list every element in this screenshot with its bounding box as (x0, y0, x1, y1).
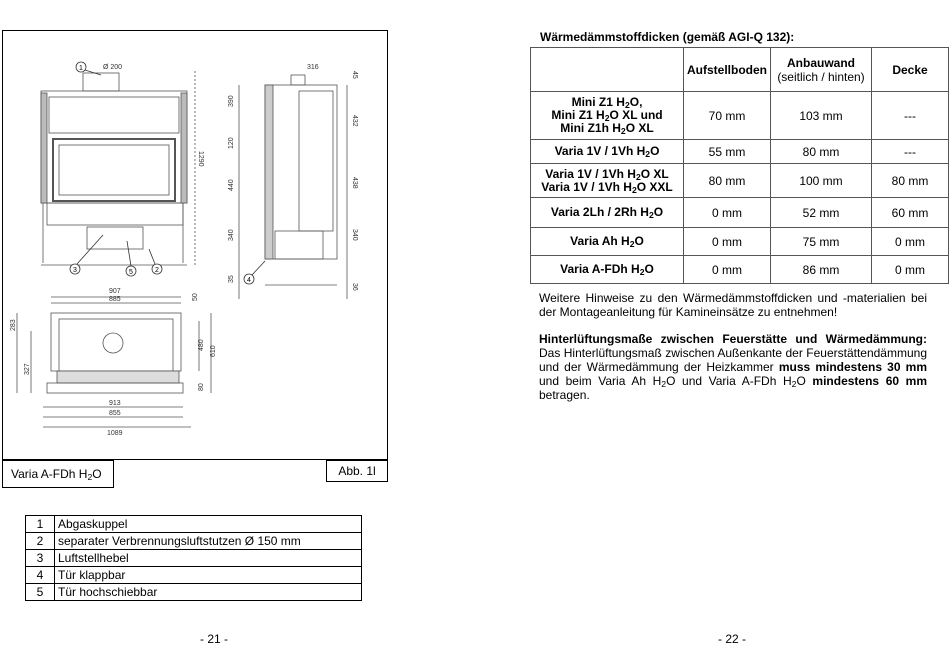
dim-label: 340 (351, 229, 358, 241)
ventilation-paragraph: Hinterlüftungsmaße zwischen Feuerstätte und Wärmedämmung: Das Hinterlüftungsmaß zwischen Außenkante der Feuerstättendämmung und der Wärmedämmung der Heizkammer muss mindestens 30 mm und beim Varia Ah $H_2O$ und Varia A-FDh $H_2O$ mindestens 60 mm betragen. (539, 332, 928, 402)
value-cell: 0 mm (684, 198, 771, 228)
value-cell: 80 mm (872, 164, 949, 198)
dim-label: 438 (351, 177, 358, 189)
top-dimension-labels (10, 288, 217, 437)
dim-label: 913 (109, 400, 121, 407)
insulation-row (531, 92, 949, 140)
legend-text: Abgaskuppel (55, 516, 362, 533)
dim-label: 80 (198, 383, 205, 391)
dim-label: 316 (307, 64, 319, 71)
insulation-table (530, 47, 949, 284)
dim-label: 390 (228, 95, 235, 107)
insulation-row (531, 198, 949, 228)
dim-label: 480 (198, 339, 205, 351)
side-dimension-labels (228, 64, 358, 291)
value-cell: 86 mm (771, 256, 872, 284)
legend-row (26, 584, 362, 601)
legend-number: 1 (26, 516, 55, 533)
callout-number: 1 (79, 65, 83, 72)
model-name-line: Varia 2Lh / 2Rh $H_2O$ (550, 205, 664, 221)
legend-text: Tür klappbar (55, 567, 362, 584)
value-cell: 80 mm (684, 164, 771, 198)
model-name-cell (531, 92, 684, 140)
dim-label: 50 (192, 293, 199, 301)
legend-text: Luftstellhebel (55, 550, 362, 567)
front-view (41, 71, 195, 267)
top-view (17, 297, 211, 427)
model-name-line: Varia 1V / 1Vh $H_2O$ XXL (541, 179, 673, 195)
dim-label: 885 (109, 296, 121, 303)
value-cell: 0 mm (684, 228, 771, 256)
model-name-cell (531, 140, 684, 164)
legend-table (25, 515, 362, 601)
value-cell: --- (872, 92, 949, 140)
legend-number: 2 (26, 533, 55, 550)
model-name-cell (531, 228, 684, 256)
legend-row (26, 567, 362, 584)
callout-number: 2 (155, 267, 159, 274)
value-cell: 103 mm (771, 92, 872, 140)
insulation-row (531, 140, 949, 164)
page-number-left: - 21 - (200, 632, 229, 646)
value-cell: 60 mm (872, 198, 949, 228)
callout-number: 3 (73, 267, 77, 274)
header-anbauwand: Anbauwand (seitlich / hinten) (771, 48, 872, 92)
value-cell: 80 mm (771, 140, 872, 164)
value-cell: 70 mm (684, 92, 771, 140)
front-callouts (70, 62, 162, 276)
legend-row (26, 550, 362, 567)
dim-label: 440 (228, 179, 235, 191)
model-name-line: Mini Z1h $H_2O$ XL (560, 121, 654, 137)
value-cell: 52 mm (771, 198, 872, 228)
value-cell: 0 mm (872, 256, 949, 284)
legend-row (26, 516, 362, 533)
model-name-line: Varia 1V / 1Vh $H_2O$ XL (545, 166, 669, 182)
legend-row (26, 533, 362, 550)
technical-drawing-frame (2, 30, 388, 460)
dim-label: 1089 (107, 430, 123, 437)
value-cell: 55 mm (684, 140, 771, 164)
dim-label: 907 (109, 288, 121, 295)
model-name-line: Varia Ah $H_2O$ (570, 234, 644, 250)
model-name-cell (531, 198, 684, 228)
insulation-row (531, 256, 949, 284)
legend-text: separater Verbrennungsluftstutzen Ø 150 mm (55, 533, 362, 550)
insulation-row (531, 228, 949, 256)
model-name-line: Mini Z1 $H_2O$ XL und (551, 108, 663, 124)
dim-label: 340 (228, 229, 235, 241)
legend-number: 5 (26, 584, 55, 601)
figure-caption: Abb. 1l (326, 460, 388, 482)
header-decke: Decke (872, 48, 949, 92)
technical-drawing (3, 31, 387, 459)
insulation-heading: Wärmedämmstoffdicken (gemäß AGI-Q 132): (540, 30, 795, 44)
value-cell: 0 mm (684, 256, 771, 284)
callout-number: 5 (129, 269, 133, 276)
corner-cell (531, 48, 684, 92)
value-cell: 100 mm (771, 164, 872, 198)
dim-label: Ø 200 (103, 64, 123, 71)
model-caption: Varia A-FDh $H_2O$ (2, 460, 114, 488)
insulation-row (531, 164, 949, 198)
dim-label: 283 (10, 319, 17, 331)
front-dimension-labels (103, 64, 204, 167)
legend-number: 4 (26, 567, 55, 584)
dim-label: 432 (351, 115, 358, 127)
dim-label: 327 (24, 363, 31, 375)
dim-label: 35 (228, 275, 235, 283)
legend-number: 3 (26, 550, 55, 567)
model-name-cell (531, 164, 684, 198)
dim-label: 1290 (197, 151, 204, 167)
value-cell: --- (872, 140, 949, 164)
dim-label: 120 (228, 137, 235, 149)
side-view (239, 75, 347, 299)
dim-label: 45 (351, 71, 358, 79)
note-paragraph: Weitere Hinweise zu den Wärmedämmstoffdicken und -materialien bei der Montageanleitung für Kamineinsätze zu entnehmen! (539, 291, 927, 319)
dim-label: 855 (109, 410, 121, 417)
model-name-line: Varia A-FDh $H_2O$ (560, 262, 654, 278)
model-name-line: Varia 1V / 1Vh $H_2O$ (554, 144, 660, 160)
dim-label: 610 (210, 345, 217, 357)
header-aufstellboden: Aufstellboden (684, 48, 771, 92)
page-number-right: - 22 - (718, 632, 747, 646)
dim-label: 36 (351, 283, 358, 291)
value-cell: 0 mm (872, 228, 949, 256)
model-name-line: Mini Z1 $H_2O$, (571, 95, 643, 111)
legend-text: Tür hochschiebbar (55, 584, 362, 601)
model-name-cell (531, 256, 684, 284)
value-cell: 75 mm (771, 228, 872, 256)
callout-number: 4 (247, 277, 251, 284)
